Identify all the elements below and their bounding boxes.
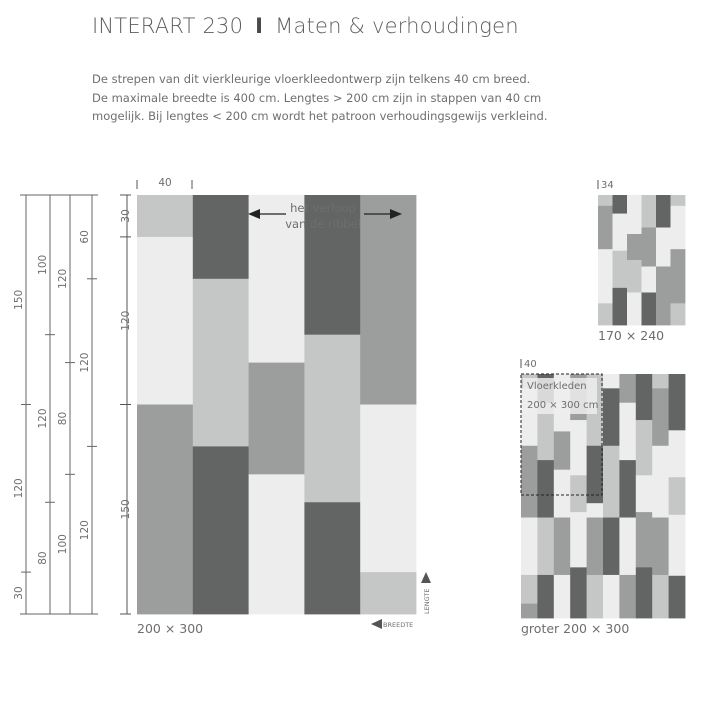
rug-block — [554, 431, 571, 470]
rug-block — [627, 195, 642, 234]
rug-block — [656, 195, 671, 228]
rug-block — [249, 363, 305, 475]
rug-block — [603, 446, 620, 518]
measure-scale-label: 80 — [57, 411, 69, 426]
rug-block — [671, 303, 686, 325]
rug-block — [570, 512, 587, 568]
lengte-arrow-icon — [421, 572, 431, 583]
measure-scale-label: 60 — [79, 230, 91, 244]
rug-block — [521, 446, 538, 518]
description-line: De maximale breedte is 400 cm. Lengtes > 200 cm zijn in stappen van 40 cm — [92, 90, 542, 105]
rug-block — [521, 575, 538, 604]
lengte-label: LENGTE — [423, 588, 431, 614]
rug-block — [656, 293, 671, 326]
rug-block — [613, 288, 628, 326]
rug-block — [603, 388, 620, 446]
rug-block — [642, 267, 657, 293]
rug-block — [613, 251, 628, 289]
rug-block — [598, 206, 613, 250]
direction-label: het verloop — [290, 201, 356, 215]
rug-block — [249, 474, 305, 614]
rug-block — [587, 503, 604, 518]
measure-scale-label: 120 — [79, 352, 91, 373]
rug-block — [598, 195, 613, 206]
left-dimension-label: 30 — [120, 209, 132, 223]
title-separator: I — [255, 14, 264, 38]
rug-block — [360, 572, 416, 614]
top-dimension-label: 40 — [158, 177, 172, 189]
rug-block — [137, 195, 193, 237]
large-rug-top-dimension: 40 — [524, 359, 537, 370]
rug-block — [537, 575, 554, 618]
rug-block — [521, 518, 538, 576]
measure-scale-label: 100 — [57, 534, 69, 555]
left-measure-scales — [13, 195, 98, 614]
rug-block — [619, 460, 636, 518]
rug-block — [603, 518, 620, 576]
rug-block — [669, 576, 686, 619]
rug-block — [671, 206, 686, 250]
rug-block — [669, 477, 686, 515]
rug-block — [570, 420, 587, 476]
rug-block — [193, 195, 249, 279]
measure-scale-label: 120 — [79, 520, 91, 541]
rug-block — [619, 575, 636, 618]
rug-block — [652, 518, 669, 576]
rug-block — [656, 228, 671, 267]
description-line: mogelijk. Bij lengtes < 200 cm wordt het patroon verhoudingsgewijs verkleind. — [92, 109, 548, 123]
rug-block — [521, 604, 538, 619]
rug-block — [554, 575, 571, 618]
small-rug — [598, 180, 685, 343]
measure-scale-label: 120 — [37, 408, 49, 429]
rug-block — [537, 518, 554, 576]
left-dimension-label: 120 — [120, 310, 132, 331]
rug-block — [619, 403, 636, 461]
rug-block — [598, 303, 613, 325]
rug-block — [652, 388, 669, 446]
rug-block — [636, 567, 653, 618]
rug-block — [598, 249, 613, 304]
rug-block — [587, 446, 604, 504]
breedte-label: BREEDTE — [383, 621, 414, 629]
measure-scale-label: 30 — [13, 586, 25, 600]
breedte-arrow-icon — [371, 619, 382, 629]
rug-block — [636, 475, 653, 512]
rug-block — [570, 567, 587, 618]
rug-block — [619, 518, 636, 576]
rug-block — [193, 446, 249, 614]
measure-scale-label: 100 — [37, 254, 49, 275]
measure-scale-label: 120 — [13, 478, 25, 499]
rug-block — [642, 195, 657, 228]
rug-block — [652, 446, 669, 518]
rug-block — [642, 293, 657, 326]
title-main: INTERART 230 — [92, 14, 244, 38]
rug-block — [669, 374, 686, 431]
rug-block — [636, 374, 653, 420]
direction-label: van de ribbel — [285, 217, 361, 231]
rug-block — [360, 405, 416, 573]
rug-block — [613, 195, 628, 214]
rug-block — [619, 374, 636, 403]
rug-block — [554, 518, 571, 576]
rug-block — [304, 502, 360, 614]
small-rug-top-dimension: 34 — [601, 180, 614, 191]
rug-block — [671, 249, 686, 304]
rug-block — [627, 260, 642, 293]
measure-scale-label: 120 — [57, 268, 69, 289]
rug-block — [652, 575, 669, 618]
rug-block — [627, 293, 642, 326]
small-rug-size-label: 170 × 240 — [598, 328, 665, 343]
overlay-label: Vloerkleden — [527, 381, 587, 392]
overlay-label: 200 × 300 cm — [527, 400, 599, 411]
rug-block — [587, 575, 604, 618]
rug-block — [669, 430, 686, 477]
description-line: De strepen van dit vierkleurige vloerkleedontwerp zijn telkens 40 cm breed. — [92, 72, 531, 86]
rug-block — [137, 405, 193, 615]
title-subtitle: Maten & verhoudingen — [275, 14, 519, 38]
rug-block — [656, 267, 671, 293]
measure-scale-label: 80 — [37, 551, 49, 565]
rug-block — [570, 475, 587, 512]
rug-block — [587, 518, 604, 576]
rug-block — [304, 335, 360, 503]
rug-block — [627, 234, 642, 260]
rug-block — [642, 228, 657, 267]
rug-block — [603, 575, 620, 618]
rug-block — [193, 279, 249, 447]
rug-block — [636, 512, 653, 568]
main-rug — [137, 195, 416, 614]
rug-block — [603, 374, 620, 389]
rug-block — [652, 374, 669, 389]
rug-block — [613, 214, 628, 252]
large-rug-size-label: groter 200 × 300 — [521, 621, 630, 636]
measure-scale-label: 150 — [13, 289, 25, 310]
rug-block — [137, 237, 193, 405]
large-rug — [521, 359, 685, 636]
rug-block — [554, 470, 571, 518]
rug-block — [671, 195, 686, 206]
rug-block — [636, 420, 653, 476]
rug-block — [537, 460, 554, 518]
left-dimension-label: 150 — [120, 499, 132, 520]
main-rug-size-label: 200 × 300 — [137, 621, 204, 636]
rug-block — [669, 515, 686, 576]
rug-block — [304, 195, 360, 335]
rug-block — [360, 195, 416, 405]
